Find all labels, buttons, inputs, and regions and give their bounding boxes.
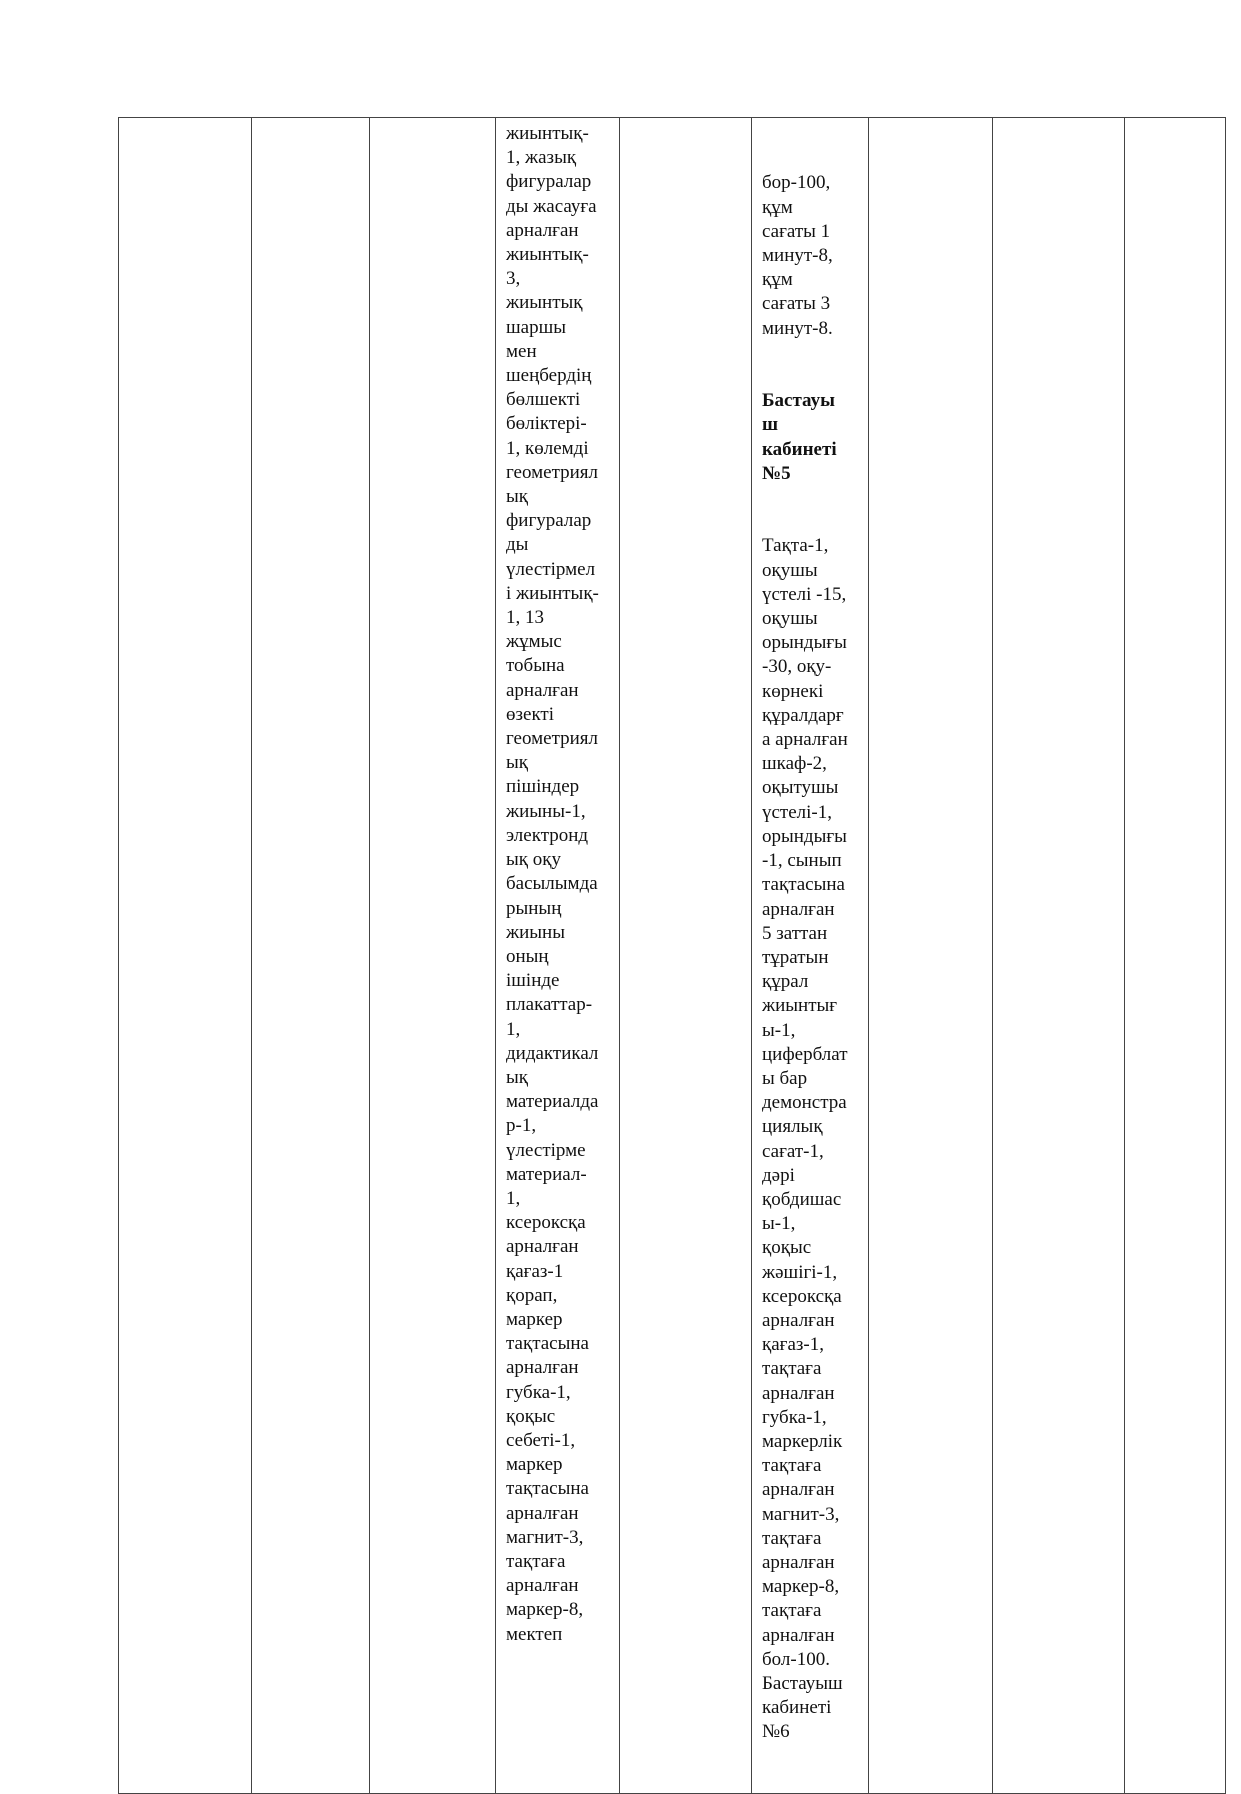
table-cell-col1 <box>119 118 252 1794</box>
table-row <box>119 118 1226 1794</box>
table-cell-col2 <box>252 118 370 1794</box>
table-cell-col6 <box>752 118 869 1794</box>
equipment-text-bottom: Тақта-1, оқушы үстелі -15, оқушы орындығы -30, оқу- көрнекі құралдарғ а арналған шкаф-2, оқытушы үстелі-1, орындығы -1, сынып тақтасына арналған 5 заттан тұратын құрал жиынтығ ы-1, циферблат ы бар демонстра циялық сағат-1, дәрі қобдишас ы-1, қоқыс жәшігі-1, ксероксқа арналған қағаз-1, тақтаға арналған губка-1, маркерлік тақтаға арналған магнит-3, тақтаға арналған маркер-8, тақтаға арналған бол-100. Бастауыш кабинеті №6 <box>762 535 848 1743</box>
table-cell-col7 <box>869 118 993 1794</box>
equipment-list-text: жиынтық- 1, жазық фигуралар ды жасауға арналған жиынтық- 3, жиынтық шаршы мен шеңбердің бөлшекті бөліктері- 1, көлемді геометриял ық фигуралар ды үлестірмел і жиынтық- 1, 13 жұмыс тобына арналған өзекті геометриял ық пішіндер жиыны-1, электронд ық оқу басылымда рының жиыны оның ішінде плакаттар- 1, дидактикал ық материалда р-1, үлестірме материал- 1, ксероксқа арналған қағаз-1 қорап, маркер тақтасына арналған губка-1, қоқыс себеті-1, маркер тақтасына арналған магнит-3, тақтаға арналған маркер-8, мектеп <box>506 123 599 1645</box>
table-cell-col3 <box>370 118 496 1794</box>
classroom-heading: Бастауы ш кабинеті №5 <box>762 390 837 484</box>
table-cell-col5 <box>620 118 752 1794</box>
table-cell-col4 <box>496 118 620 1794</box>
equipment-table <box>118 117 1226 1794</box>
table-cell-col9 <box>1125 118 1226 1794</box>
equipment-text-top: бор-100, құм сағаты 1 минут-8, құм сағаты 3 минут-8. <box>762 172 833 339</box>
table-cell-col8 <box>993 118 1125 1794</box>
classroom-equipment-text <box>752 118 868 1793</box>
